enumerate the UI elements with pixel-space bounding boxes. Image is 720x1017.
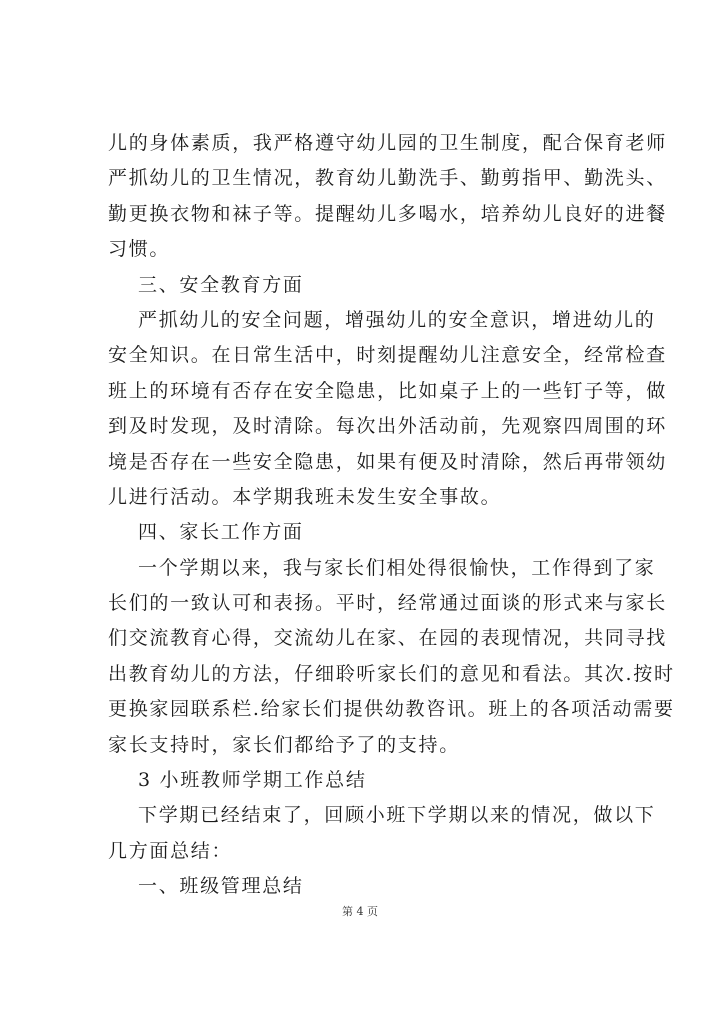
text-line: 儿的身体素质，我严格遵守幼儿园的卫生制度，配合保育老师 [108, 132, 667, 154]
document-body [108, 126, 675, 905]
text-line: 四、家长工作方面 [138, 521, 304, 544]
text-line: 几方面总结： [108, 839, 233, 862]
text-line: 严抓幼儿的卫生情况，教育幼儿勤洗手、勤剪指甲、勤洗头、 [108, 167, 667, 190]
text-line: 出教育幼儿的方法，仔细聆听家长们的意见和看法。其次.按时 [108, 662, 675, 685]
text-line: 家长支持时，家长们都给予了的支持。 [108, 733, 460, 756]
text-line: 三、安全教育方面 [138, 273, 304, 296]
text-line: 们交流教育心得，交流幼儿在家、在园的表现情况，共同寻找 [108, 627, 667, 650]
text-line: 一、班级管理总结 [138, 875, 304, 898]
text-line: 3 小班教师学期工作总结 [138, 769, 367, 792]
text-line: 境是否存在一些安全隐患，如果有便及时清除，然后再带领幼 [108, 450, 667, 473]
page-number: 第 4 页 [342, 905, 378, 918]
text-line: 严抓幼儿的安全问题，增强幼儿的安全意识，增进幼儿的 [138, 308, 656, 331]
text-line: 儿进行活动。本学期我班未发生安全事故。 [108, 485, 502, 508]
text-line: 更换家园联系栏.给家长们提供幼教咨讯。班上的各项活动需要 [108, 698, 675, 721]
text-line: 下学期已经结束了，回顾小班下学期以来的情况，做以下 [138, 804, 656, 827]
text-line: 习惯。 [108, 238, 171, 261]
text-line: 长们的一致认可和表扬。平时，经常通过面谈的形式来与家长 [108, 592, 667, 615]
text-line: 勤更换衣物和袜子等。提醒幼儿多喝水，培养幼儿良好的进餐 [108, 202, 667, 225]
text-line: 到及时发现，及时清除。每次出外活动前，先观察四周围的环 [108, 415, 667, 438]
text-line: 安全知识。在日常生活中，时刻提醒幼儿注意安全，经常检查 [108, 344, 667, 367]
text-line: 一个学期以来，我与家长们相处得很愉快，工作得到了家 [138, 556, 656, 579]
text-line: 班上的环境有否存在安全隐患，比如桌子上的一些钉子等，做 [108, 379, 667, 402]
